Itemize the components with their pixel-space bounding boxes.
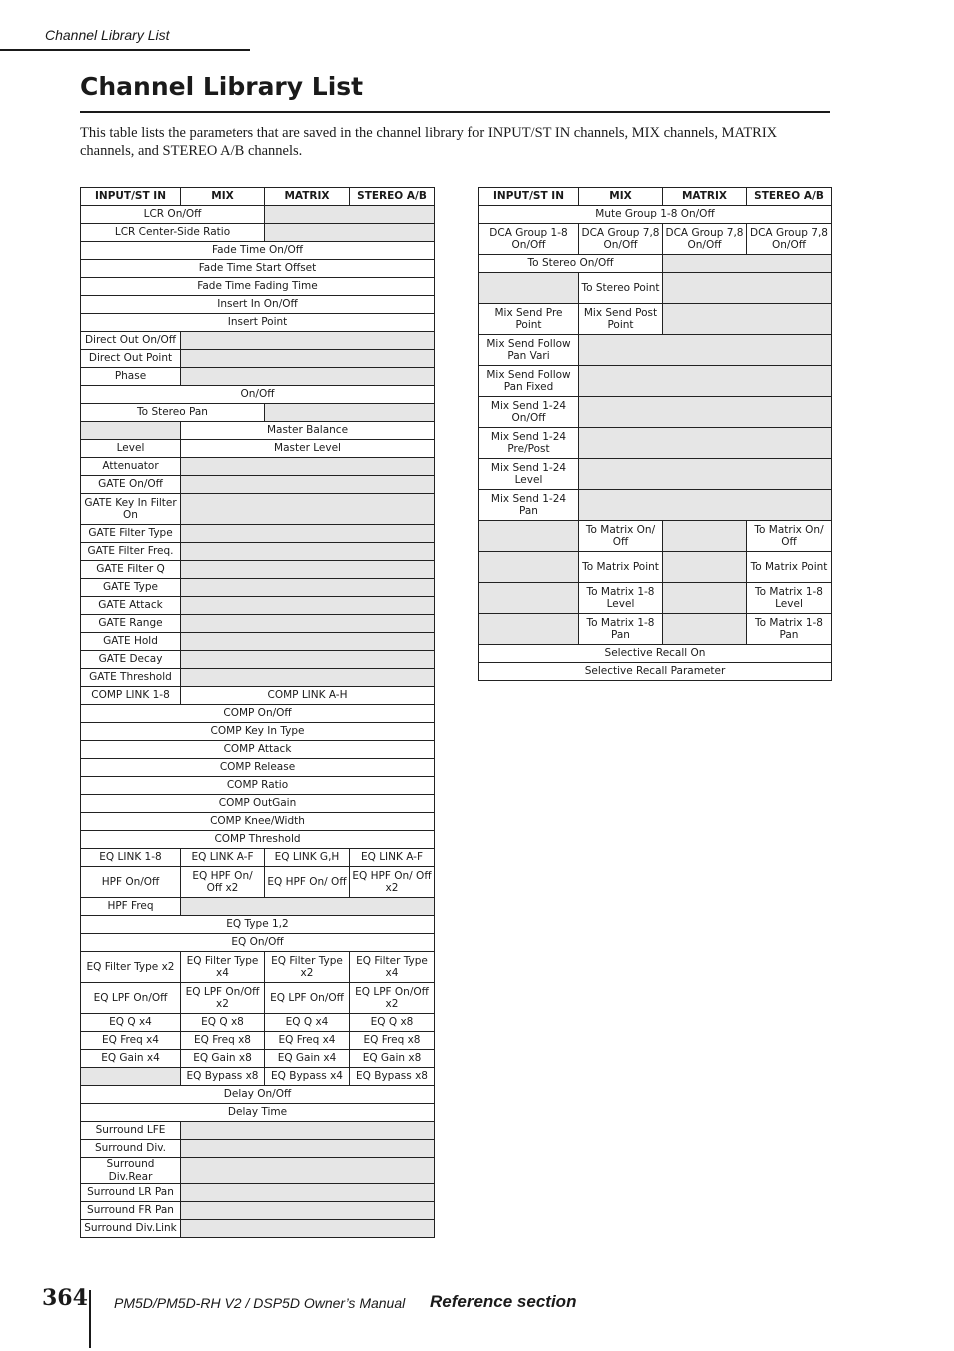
table-cell: Surround Div.Rear	[81, 1158, 181, 1184]
table-cell: On/Off	[81, 386, 435, 404]
empty-cell	[479, 552, 579, 583]
table-cell: EQ Filter Type x4	[350, 952, 435, 983]
table-row	[81, 440, 435, 458]
column-header: INPUT/ST IN	[479, 188, 579, 206]
table-cell: Level	[81, 440, 181, 458]
table-cell: Direct Out Point	[81, 350, 181, 368]
empty-cell	[181, 579, 435, 597]
table-row	[81, 916, 435, 934]
table-row	[479, 583, 832, 614]
table-cell: Delay On/Off	[81, 1086, 435, 1104]
empty-cell	[81, 1068, 181, 1086]
table-cell: GATE Attack	[81, 597, 181, 615]
table-cell: Insert Point	[81, 314, 435, 332]
table-row	[81, 224, 435, 242]
table-row	[81, 898, 435, 916]
table-cell: EQ On/Off	[81, 934, 435, 952]
empty-cell	[579, 335, 832, 366]
empty-cell	[265, 404, 435, 422]
footer-rule	[89, 1290, 91, 1348]
table-row	[81, 1184, 435, 1202]
table-cell: To Matrix 1-8 Level	[747, 583, 832, 614]
table-row	[479, 304, 832, 335]
table-cell: EQ Bypass x8	[350, 1068, 435, 1086]
table-row	[81, 242, 435, 260]
table-cell: EQ Filter Type x2	[265, 952, 350, 983]
table-cell: Mix Send 1-24 On/Off	[479, 397, 579, 428]
table-cell: EQ Bypass x8	[181, 1068, 265, 1086]
table-row	[81, 759, 435, 777]
empty-cell	[663, 304, 832, 335]
table-row	[81, 561, 435, 579]
table-row	[81, 1158, 435, 1184]
footer-section-name: Reference section	[430, 1292, 577, 1311]
title-rule	[80, 111, 830, 113]
table-cell: GATE Key In Filter On	[81, 494, 181, 525]
empty-cell	[181, 1184, 435, 1202]
table-row	[81, 422, 435, 440]
table-cell: GATE Range	[81, 615, 181, 633]
empty-cell	[579, 490, 832, 521]
column-header: MATRIX	[265, 188, 350, 206]
table-cell: Direct Out On/Off	[81, 332, 181, 350]
table-row	[81, 777, 435, 795]
table-row	[81, 260, 435, 278]
empty-cell	[663, 521, 747, 552]
table-cell: Selective Recall On	[479, 645, 832, 663]
empty-cell	[663, 583, 747, 614]
table-row	[479, 645, 832, 663]
table-cell: Master Level	[181, 440, 435, 458]
empty-cell	[663, 552, 747, 583]
table-cell: Mix Send Follow Pan Fixed	[479, 366, 579, 397]
table-cell: DCA Group 7,8 On/Off	[579, 224, 663, 255]
table-row	[81, 687, 435, 705]
table-row	[81, 314, 435, 332]
table-row	[81, 278, 435, 296]
intro-paragraph: This table lists the parameters that are saved in the channel library for INPUT/ST IN channels, MIX channels, MATRIX channels, and STEREO A/B channels.	[80, 125, 778, 159]
table-cell: EQ LINK G,H	[265, 849, 350, 867]
table-cell: EQ Gain x4	[81, 1050, 181, 1068]
empty-cell	[81, 422, 181, 440]
table-cell: EQ Gain x8	[350, 1050, 435, 1068]
table-cell: To Matrix 1-8 Pan	[579, 614, 663, 645]
table-row	[81, 386, 435, 404]
footer-manual-title: PM5D/PM5D-RH V2 / DSP5D Owner’s Manual	[114, 1295, 406, 1311]
table-cell: EQ HPF On/ Off x2	[181, 867, 265, 898]
table-row	[81, 983, 435, 1014]
table-cell: COMP On/Off	[81, 705, 435, 723]
table-cell: COMP Release	[81, 759, 435, 777]
table-cell: HPF On/Off	[81, 867, 181, 898]
table-cell: GATE On/Off	[81, 476, 181, 494]
table-row	[81, 597, 435, 615]
table-cell: Fade Time Fading Time	[81, 278, 435, 296]
table-cell: COMP OutGain	[81, 795, 435, 813]
channel-library-table-left	[80, 187, 435, 1238]
table-row	[81, 1202, 435, 1220]
table-cell: EQ Gain x8	[181, 1050, 265, 1068]
empty-cell	[181, 368, 435, 386]
table-cell: GATE Hold	[81, 633, 181, 651]
table-row	[81, 934, 435, 952]
table-cell: Delay Time	[81, 1104, 435, 1122]
table-cell: EQ Filter Type x4	[181, 952, 265, 983]
table-header-row	[479, 188, 832, 206]
table-cell: Mix Send 1-24 Pan	[479, 490, 579, 521]
empty-cell	[181, 1122, 435, 1140]
table-cell: LCR On/Off	[81, 206, 265, 224]
column-header: MIX	[181, 188, 265, 206]
table-cell: Mix Send Follow Pan Vari	[479, 335, 579, 366]
table-cell: DCA Group 7,8 On/Off	[747, 224, 832, 255]
empty-cell	[265, 206, 435, 224]
empty-cell	[479, 583, 579, 614]
table-cell: EQ Freq x8	[181, 1032, 265, 1050]
table-header-row	[81, 188, 435, 206]
table-row	[479, 428, 832, 459]
empty-cell	[579, 428, 832, 459]
table-row	[81, 206, 435, 224]
empty-cell	[579, 459, 832, 490]
table-row	[81, 741, 435, 759]
table-cell: Fade Time On/Off	[81, 242, 435, 260]
table-cell: COMP Attack	[81, 741, 435, 759]
table-cell: EQ LINK 1-8	[81, 849, 181, 867]
table-cell: Selective Recall Parameter	[479, 663, 832, 681]
table-row	[81, 1086, 435, 1104]
table-row	[81, 543, 435, 561]
table-row	[81, 458, 435, 476]
table-cell: EQ Filter Type x2	[81, 952, 181, 983]
table-row	[81, 494, 435, 525]
table-cell: To Matrix 1-8 Level	[579, 583, 663, 614]
table-cell: EQ Freq x8	[350, 1032, 435, 1050]
empty-cell	[663, 614, 747, 645]
empty-cell	[181, 458, 435, 476]
table-row	[81, 813, 435, 831]
table-cell: Surround FR Pan	[81, 1202, 181, 1220]
table-cell: EQ Freq x4	[81, 1032, 181, 1050]
table-cell: EQ Q x4	[81, 1014, 181, 1032]
table-row	[81, 1050, 435, 1068]
running-header: Channel Library List	[45, 27, 170, 43]
empty-cell	[479, 273, 579, 304]
empty-cell	[579, 397, 832, 428]
table-cell: EQ LPF On/Off	[265, 983, 350, 1014]
column-header: MIX	[579, 188, 663, 206]
table-cell: Surround Div.	[81, 1140, 181, 1158]
table-row	[81, 1220, 435, 1238]
table-row	[479, 206, 832, 224]
empty-cell	[181, 633, 435, 651]
empty-cell	[181, 1220, 435, 1238]
column-header: STEREO A/B	[747, 188, 832, 206]
empty-cell	[479, 614, 579, 645]
table-cell: To Stereo Pan	[81, 404, 265, 422]
table-cell: EQ Q x4	[265, 1014, 350, 1032]
table-cell: COMP Knee/Width	[81, 813, 435, 831]
table-row	[479, 459, 832, 490]
table-cell: EQ Q x8	[181, 1014, 265, 1032]
table-row	[479, 335, 832, 366]
table-cell: To Matrix On/ Off	[579, 521, 663, 552]
page-title: Channel Library List	[80, 72, 364, 101]
table-row	[479, 366, 832, 397]
table-row	[81, 952, 435, 983]
empty-cell	[479, 521, 579, 552]
table-cell: To Matrix On/ Off	[747, 521, 832, 552]
table-row	[479, 224, 832, 255]
table-cell: Mix Send Pre Point	[479, 304, 579, 335]
channel-library-table-right	[478, 187, 832, 681]
page-number: 364	[42, 1285, 88, 1311]
table-cell: EQ LPF On/Off x2	[181, 983, 265, 1014]
empty-cell	[181, 669, 435, 687]
column-header: STEREO A/B	[350, 188, 435, 206]
table-row	[479, 552, 832, 583]
table-cell: To Stereo Point	[579, 273, 663, 304]
table-cell: Surround LR Pan	[81, 1184, 181, 1202]
empty-cell	[181, 332, 435, 350]
table-cell: LCR Center-Side Ratio	[81, 224, 265, 242]
table-cell: EQ LINK A-F	[350, 849, 435, 867]
table-cell: Master Balance	[181, 422, 435, 440]
empty-cell	[181, 494, 435, 525]
empty-cell	[181, 350, 435, 368]
table-row	[81, 1068, 435, 1086]
table-cell: EQ HPF On/ Off x2	[350, 867, 435, 898]
empty-cell	[663, 273, 832, 304]
table-row	[81, 705, 435, 723]
empty-cell	[181, 597, 435, 615]
empty-cell	[181, 1140, 435, 1158]
table-cell: To Matrix 1-8 Pan	[747, 614, 832, 645]
table-row	[81, 350, 435, 368]
empty-cell	[181, 651, 435, 669]
table-row	[81, 1122, 435, 1140]
table-row	[81, 525, 435, 543]
table-row	[81, 615, 435, 633]
table-cell: Mix Send Post Point	[579, 304, 663, 335]
table-row	[81, 1104, 435, 1122]
table-cell: GATE Filter Q	[81, 561, 181, 579]
table-cell: Mix Send 1-24 Pre/Post	[479, 428, 579, 459]
table-cell: GATE Type	[81, 579, 181, 597]
table-cell: COMP Key In Type	[81, 723, 435, 741]
empty-cell	[663, 255, 832, 273]
table-row	[81, 1140, 435, 1158]
table-cell: COMP Ratio	[81, 777, 435, 795]
empty-cell	[181, 1202, 435, 1220]
column-header: INPUT/ST IN	[81, 188, 181, 206]
table-cell: DCA Group 7,8 On/Off	[663, 224, 747, 255]
table-row	[81, 831, 435, 849]
empty-cell	[265, 224, 435, 242]
table-cell: EQ Gain x4	[265, 1050, 350, 1068]
empty-cell	[181, 561, 435, 579]
table-cell: To Matrix Point	[579, 552, 663, 583]
column-header: MATRIX	[663, 188, 747, 206]
table-row	[81, 651, 435, 669]
table-cell: Mute Group 1-8 On/Off	[479, 206, 832, 224]
table-cell: GATE Filter Type	[81, 525, 181, 543]
table-row	[81, 579, 435, 597]
table-cell: Surround LFE	[81, 1122, 181, 1140]
table-cell: Insert In On/Off	[81, 296, 435, 314]
table-cell: GATE Threshold	[81, 669, 181, 687]
empty-cell	[181, 615, 435, 633]
table-cell: Attenuator	[81, 458, 181, 476]
table-cell: COMP LINK 1-8	[81, 687, 181, 705]
table-cell: EQ Q x8	[350, 1014, 435, 1032]
table-row	[81, 368, 435, 386]
empty-cell	[181, 525, 435, 543]
table-cell: HPF Freq	[81, 898, 181, 916]
empty-cell	[181, 1158, 435, 1184]
table-cell: EQ Bypass x4	[265, 1068, 350, 1086]
table-cell: Phase	[81, 368, 181, 386]
empty-cell	[181, 476, 435, 494]
table-row	[81, 867, 435, 898]
table-cell: EQ HPF On/ Off	[265, 867, 350, 898]
table-row	[81, 1014, 435, 1032]
table-cell: EQ Type 1,2	[81, 916, 435, 934]
table-cell: EQ LPF On/Off x2	[350, 983, 435, 1014]
table-row	[81, 1032, 435, 1050]
empty-cell	[181, 898, 435, 916]
table-row	[479, 255, 832, 273]
table-cell: GATE Filter Freq.	[81, 543, 181, 561]
table-row	[479, 490, 832, 521]
table-cell: DCA Group 1-8 On/Off	[479, 224, 579, 255]
table-cell: Surround Div.Link	[81, 1220, 181, 1238]
table-cell: EQ LPF On/Off	[81, 983, 181, 1014]
table-row	[81, 633, 435, 651]
table-row	[81, 723, 435, 741]
empty-cell	[579, 366, 832, 397]
table-row	[81, 476, 435, 494]
table-row	[479, 273, 832, 304]
table-row	[81, 795, 435, 813]
table-cell: EQ Freq x4	[265, 1032, 350, 1050]
table-cell: EQ LINK A-F	[181, 849, 265, 867]
table-row	[81, 849, 435, 867]
table-row	[81, 669, 435, 687]
table-cell: Fade Time Start Offset	[81, 260, 435, 278]
empty-cell	[181, 543, 435, 561]
table-row	[81, 296, 435, 314]
table-cell: GATE Decay	[81, 651, 181, 669]
table-cell: To Matrix Point	[747, 552, 832, 583]
table-cell: Mix Send 1-24 Level	[479, 459, 579, 490]
table-row	[479, 614, 832, 645]
table-row	[479, 521, 832, 552]
table-row	[479, 663, 832, 681]
table-cell: COMP Threshold	[81, 831, 435, 849]
table-cell: To Stereo On/Off	[479, 255, 663, 273]
header-rule	[0, 49, 250, 51]
table-row	[81, 404, 435, 422]
table-cell: COMP LINK A-H	[181, 687, 435, 705]
table-row	[81, 332, 435, 350]
table-row	[479, 397, 832, 428]
